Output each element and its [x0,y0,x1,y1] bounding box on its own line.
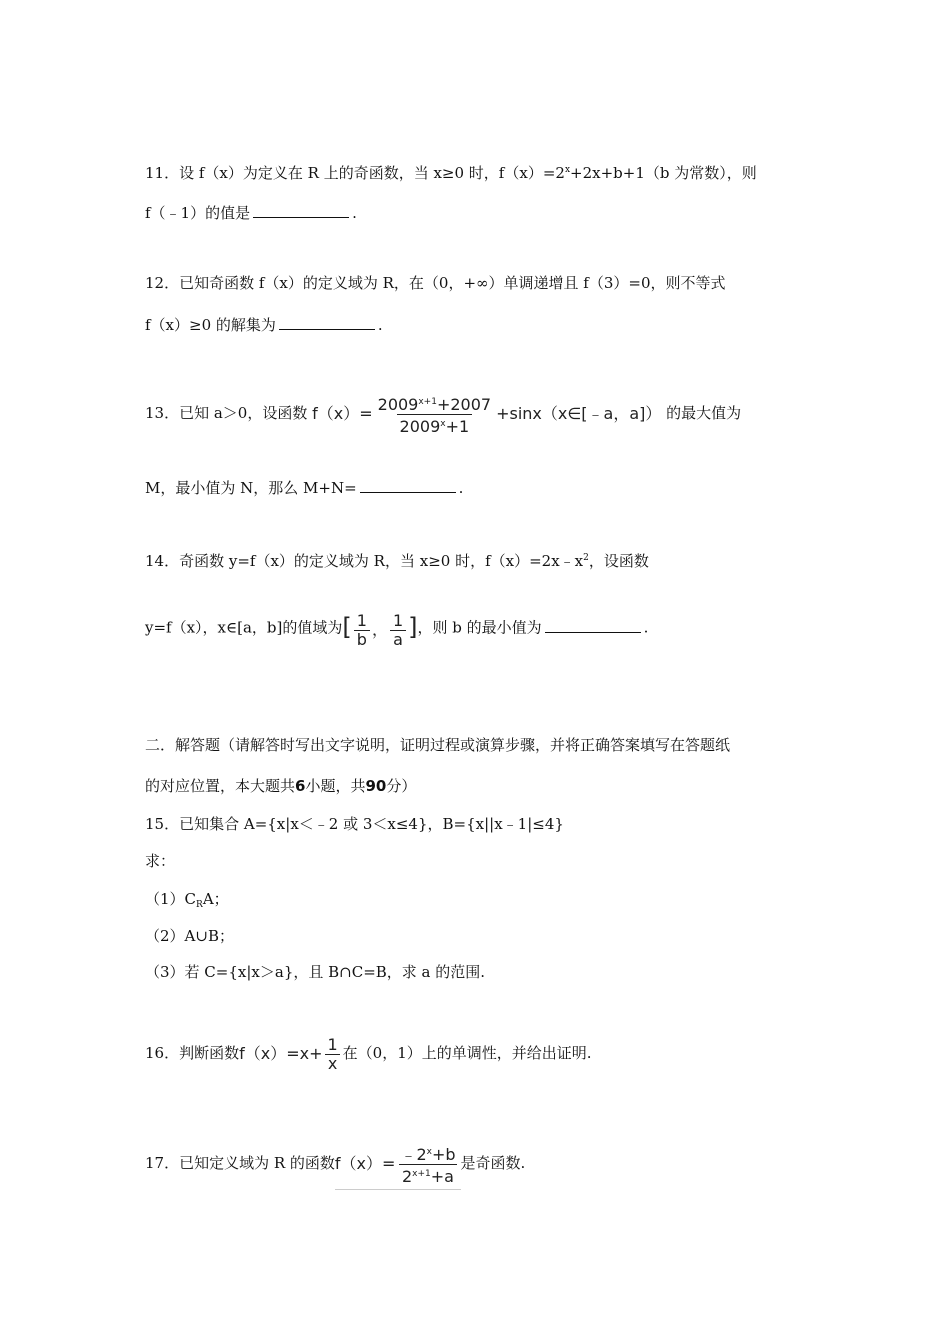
q16-formula-lhs: f（x）=x+ [239,1044,323,1063]
q14-line-2 [145,605,648,652]
q15-part1-subscript: R [196,900,203,910]
q17-text-a: 17．已知定义域为 R 的函数 [145,1154,335,1172]
q13-fraction [375,393,494,436]
q13-den-rest: +1 [445,417,470,436]
q16-fraction [324,1036,340,1073]
q13-num-base: 2009 [377,395,419,414]
q11-prompt: f（﹣1）的值是 [145,204,251,222]
q17-formula [335,1139,461,1190]
q17-line [145,1138,525,1190]
q13-den-base: 2009 [399,417,441,436]
q15-text: 15．已知集合 A={x|x＜﹣2 或 3＜x≤4}，B={x||x﹣1|≤4} [145,815,564,833]
q14-exponent: 2 [583,553,589,563]
q16-text-b: 在（0，1）上的单调性，并给出证明. [342,1044,592,1062]
q11-exponent: x [564,165,571,175]
q15-part-1 [145,889,229,915]
q14-f1-num: 1 [356,611,367,630]
q12-period: . [377,316,383,334]
q13-formula [312,391,661,437]
q11-answer-blank[interactable] [253,203,349,218]
q13-denominator [397,414,473,436]
q11-text-b: +2x+b+1（b 为常数），则 [570,164,757,182]
q15-part1-rest: A； [202,890,229,908]
q14-f1-den: b [354,630,370,649]
q15-part2-text: （2）A∪B； [145,927,234,945]
q15-ask: 求： [145,852,176,870]
q17-formula-lhs: f（x）= [334,1153,396,1173]
q14-prompt-a: y=f（x），x∈[a，b]的值域为 [145,618,343,637]
q14-period: . [643,618,649,637]
q15-part3-text: （3）若 C={x|x＞a}，且 B∩C=B，求 a 的范围. [145,963,486,981]
section2-text-b: 小题，共 [305,777,366,795]
q13-answer-blank[interactable] [360,478,456,493]
q17-num-rest: +b [431,1144,456,1164]
q14-f2-num: 1 [392,611,404,630]
q11-period: . [352,204,357,222]
q16-formula [239,1031,343,1077]
q12-prompt: f（x）≥0 的解集为 [145,316,276,334]
q16-f-den: x [325,1054,340,1073]
section2-line-1 [145,735,730,755]
q13-prompt: M，最小值为 N，那么 M+N= [145,479,357,497]
q15-line-2 [145,851,175,871]
q15-part-3 [145,962,485,982]
q11-text-a: 11．设 f（x）为定义在 R 上的奇函数，当 x≥0 时，f（x）=2 [145,164,565,182]
q14-prompt-b: ，则 b 的最小值为 [417,618,542,637]
q12-text: 12．已知奇函数 f（x）的定义域为 R，在（0，+∞）单调递增且 f（3）=0，则不等式 [145,274,726,292]
q17-den-exp: x+1 [412,1168,431,1179]
q13-line-2 [145,478,463,498]
q13-text-b: 的最大值为 [666,404,742,422]
q14-line-1 [145,548,649,571]
q15-part1-text: （1）C [145,890,197,908]
q13-num-exp: x+1 [418,397,437,407]
q17-den-rest: +a [430,1166,454,1186]
section2-count: 6 [295,777,306,795]
q17-numerator [397,1143,458,1164]
q13-period: . [458,479,464,497]
q13-formula-lhs: f（x）= [312,404,373,423]
q16-line [145,1030,592,1077]
q11-line-1 [145,160,757,183]
q17-denominator [399,1164,457,1186]
q14-text-b: ，设函数 [588,552,649,570]
q12-line-1 [145,273,726,293]
q13-den-exp: x [440,419,446,429]
q17-num-base: ﹣2 [400,1144,427,1164]
q15-line-1 [145,814,564,834]
q16-f-num: 1 [327,1035,338,1054]
q13-text-a: 13．已知 a＞0，设函数 [145,404,308,422]
q14-fraction-2 [390,612,406,649]
q14-comma: ， [371,620,388,639]
q15-part-2 [145,926,234,946]
q13-numerator [375,393,494,414]
q13-num-rest: +2007 [436,395,492,414]
section2-text-a: 的对应位置，本大题共 [145,777,296,795]
q14-range-formula [342,605,417,652]
section2-text-c: 分） [386,777,417,795]
section2-score: 90 [365,777,387,795]
q14-text-a: 14．奇函数 y=f（x）的定义域为 R，当 x≥0 时，f（x）=2x﹣x [145,552,584,570]
q14-bracket-right: ] [408,613,418,641]
q14-fraction-1 [354,612,370,649]
q13-line-1 [145,390,741,437]
section2-line-2 [145,776,416,796]
q14-answer-blank[interactable] [545,618,641,633]
q17-num-exp: x [426,1146,432,1157]
q14-bracket-left: [ [342,613,352,641]
q13-formula-rhs: +sinx（x∈[﹣a，a]） [496,404,662,423]
q14-f2-den: a [390,630,406,649]
section2-title: 二．解答题（请解答时写出文字说明，证明过程或演算步骤，并将正确答案填写在答题纸 [145,736,731,754]
q11-line-2 [145,203,357,223]
q17-text-b: 是奇函数. [460,1154,526,1172]
q17-fraction [397,1143,458,1186]
q17-den-base: 2 [401,1166,413,1186]
q12-answer-blank[interactable] [279,315,375,330]
q12-line-2 [145,315,383,335]
q16-text-a: 16．判断函数 [145,1044,240,1062]
